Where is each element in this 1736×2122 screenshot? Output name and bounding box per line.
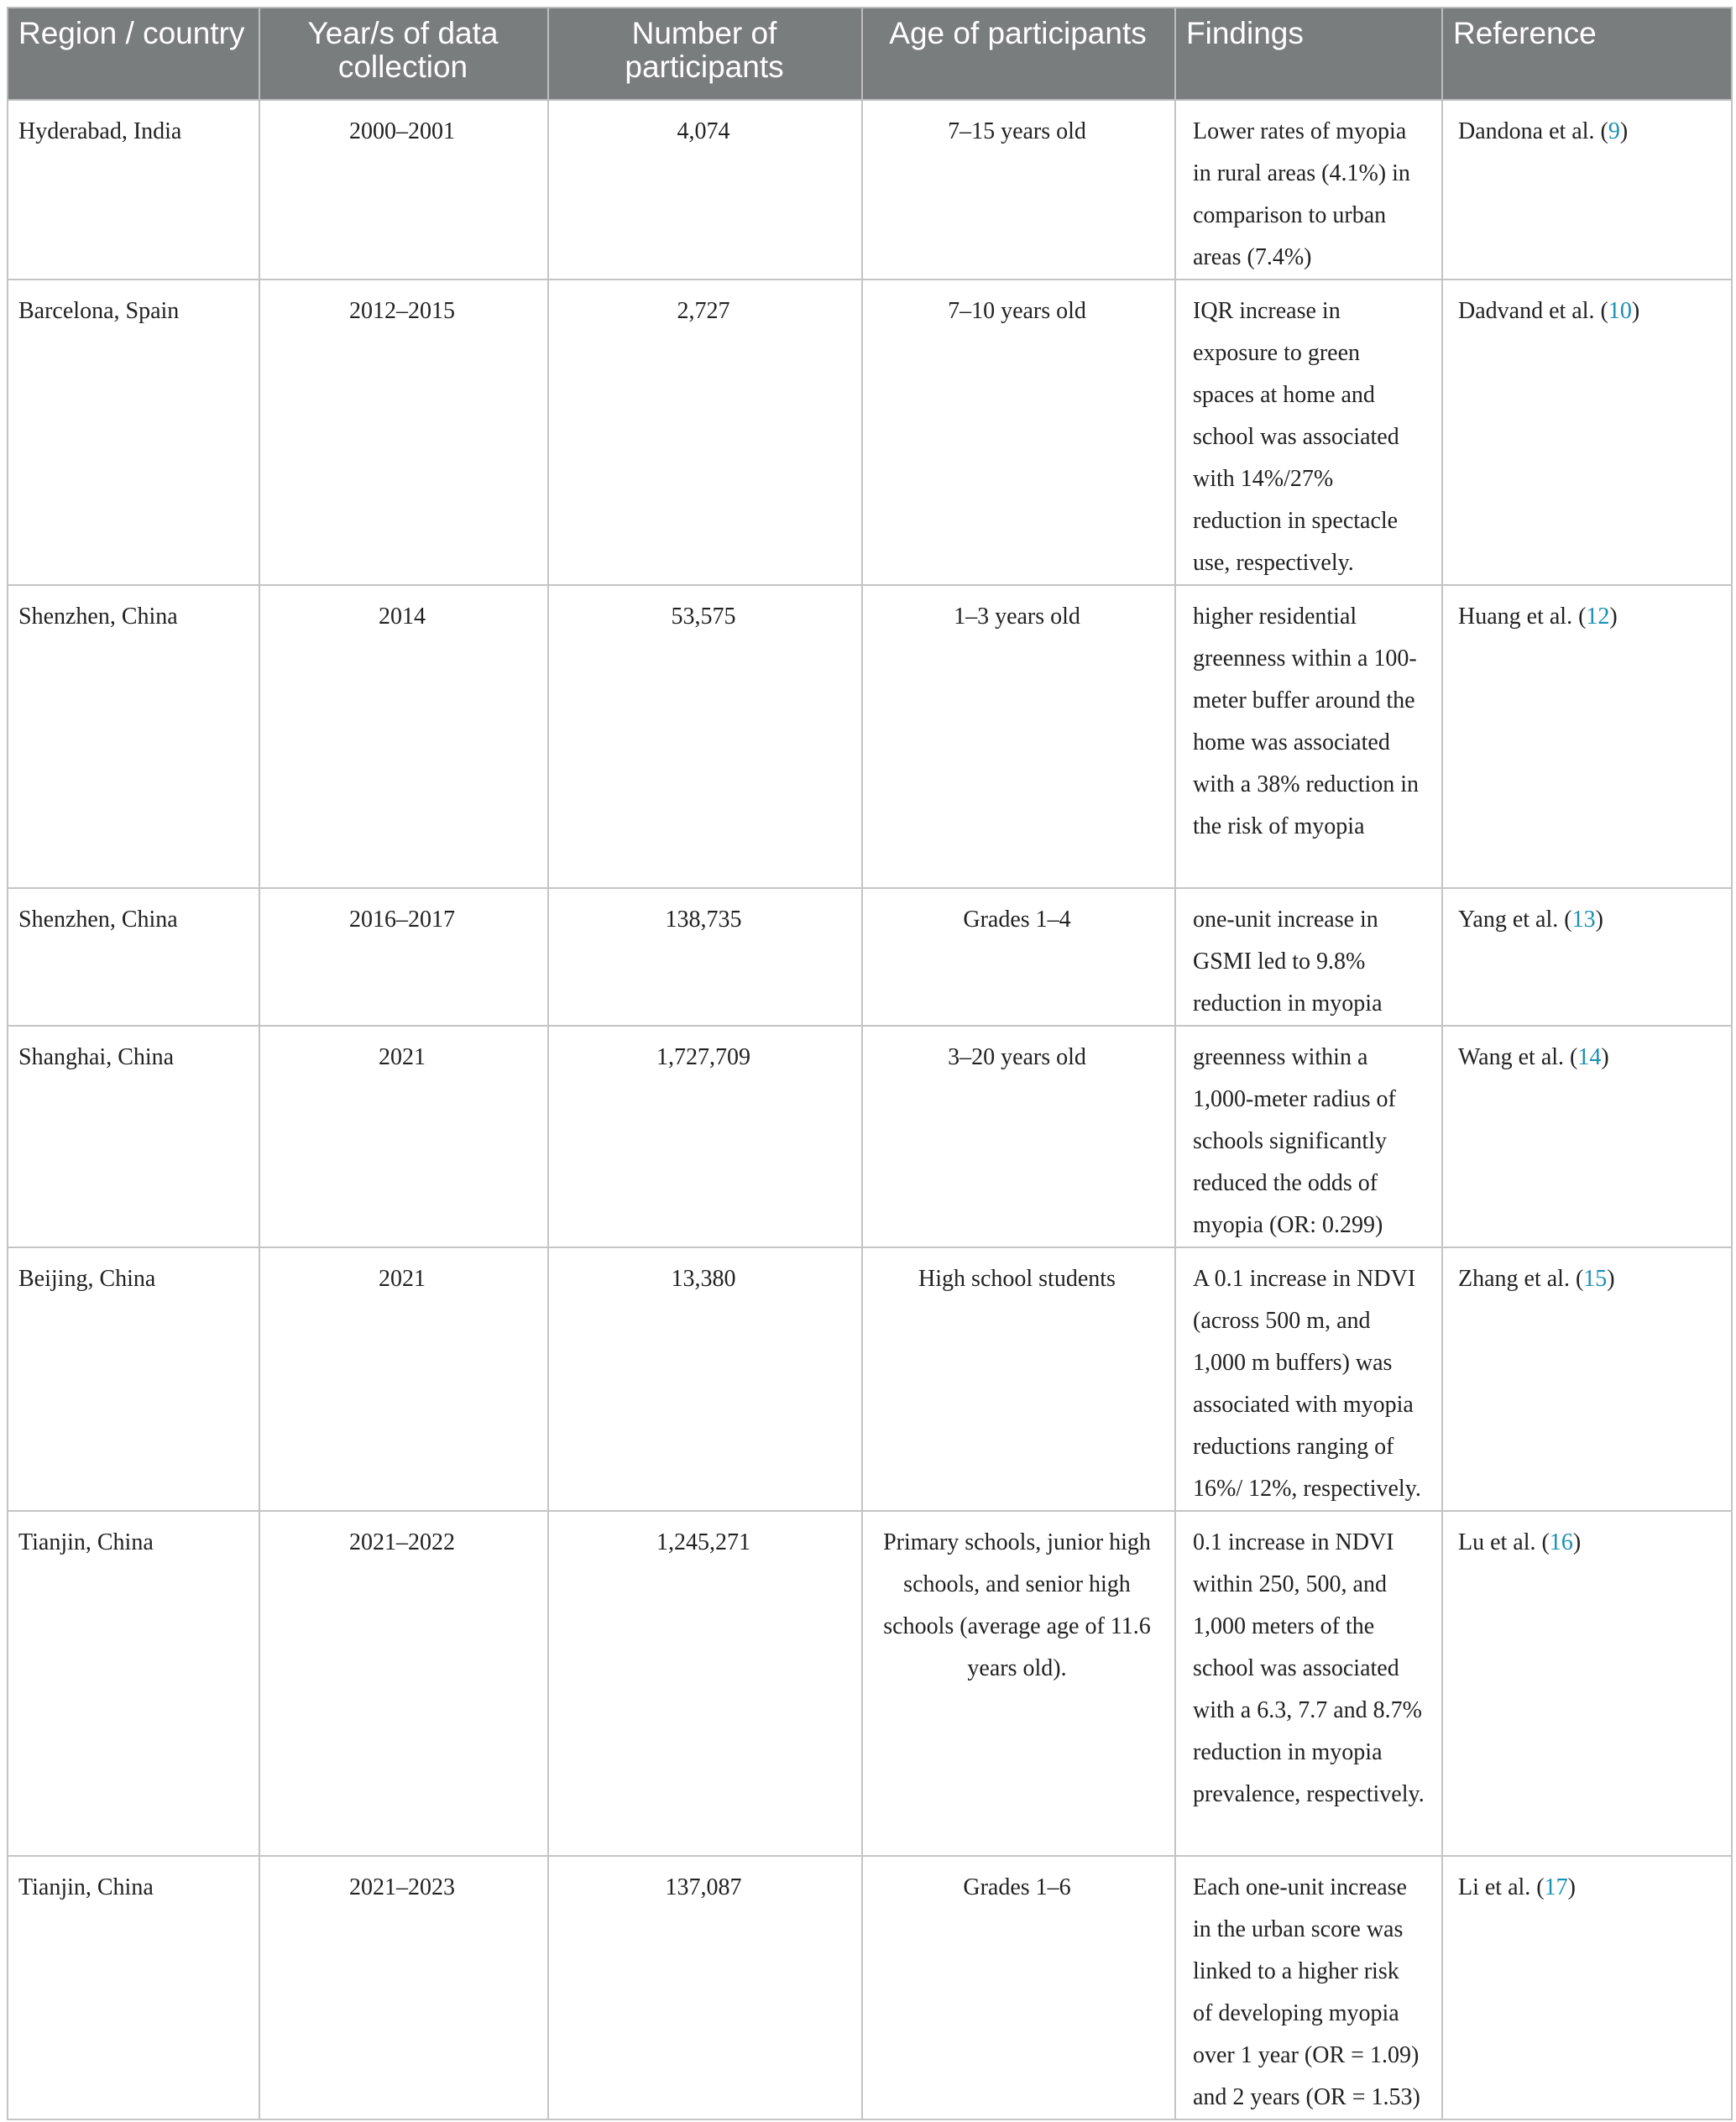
reference-author: Yang et al. <box>1458 907 1559 933</box>
cell-reference: Huang et al. (12) <box>1442 585 1732 888</box>
cell-participants: 2,727 <box>548 280 862 585</box>
cell-region: Barcelona, Spain <box>8 280 259 585</box>
reference-author: Wang et al. <box>1458 1044 1565 1070</box>
reference-author: Dandona et al. <box>1458 118 1595 144</box>
table-row <box>8 100 1732 280</box>
cell-reference: Wang et al. (14) <box>1442 1026 1732 1247</box>
cell-participants: 53,575 <box>548 585 862 888</box>
citation-link[interactable]: 9 <box>1608 118 1620 144</box>
cell-years: 2012–2015 <box>259 280 548 585</box>
cell-age: 7–10 years old <box>862 280 1175 585</box>
cell-findings: Lower rates of myopia in rural areas (4.1%) in comparison to urban areas (7.4%) <box>1175 100 1442 280</box>
table-row <box>8 585 1732 888</box>
cell-age: 7–15 years old <box>862 100 1175 280</box>
cell-region: Tianjin, China <box>8 1856 259 2119</box>
cell-age: Primary schools, junior high schools, and senior high schools (average age of 11.6 years old). <box>862 1511 1175 1856</box>
cell-findings: one-unit increase in GSMI led to 9.8% reduction in myopia <box>1175 888 1442 1026</box>
header-findings: Findings <box>1175 8 1442 100</box>
table-container <box>7 7 1736 2120</box>
citation-link[interactable]: 13 <box>1571 907 1596 933</box>
cell-reference: Li et al. (17) <box>1442 1856 1732 2119</box>
cell-findings: 0.1 increase in NDVI within 250, 500, and 1,000 meters of the school was associated with a 6.3, 7.7 and 8.7% reduction in myopia prevalence, respectively. <box>1175 1511 1442 1856</box>
citation-link[interactable]: 15 <box>1583 1266 1608 1292</box>
table-row <box>8 1026 1732 1247</box>
reference-author: Li et al. <box>1458 1874 1531 1900</box>
header-years: Year/s of data collection <box>259 8 548 100</box>
cell-findings: IQR increase in exposure to green spaces at home and school was associated with 14%/27% reduction in spectacle use, respectively. <box>1175 280 1442 585</box>
citation-link[interactable]: 16 <box>1549 1529 1573 1555</box>
cell-participants: 1,245,271 <box>548 1511 862 1856</box>
cell-reference: Lu et al. (16) <box>1442 1511 1732 1856</box>
header-age: Age of participants <box>862 8 1175 100</box>
cell-reference: Zhang et al. (15) <box>1442 1247 1732 1511</box>
cell-years: 2021–2022 <box>259 1511 548 1856</box>
cell-findings: greenness within a 1,000-meter radius of schools significantly reduced the odds of myopia (OR: 0.299) <box>1175 1026 1442 1247</box>
cell-participants: 137,087 <box>548 1856 862 2119</box>
cell-age: Grades 1–6 <box>862 1856 1175 2119</box>
cell-region: Shenzhen, China <box>8 585 259 888</box>
cell-years: 2021–2023 <box>259 1856 548 2119</box>
citation-link[interactable]: 17 <box>1544 1874 1568 1900</box>
cell-reference: Dadvand et al. (10) <box>1442 280 1732 585</box>
table-row <box>8 1856 1732 2119</box>
cell-years: 2000–2001 <box>259 100 548 280</box>
cell-region: Shenzhen, China <box>8 888 259 1026</box>
cell-participants: 138,735 <box>548 888 862 1026</box>
cell-participants: 1,727,709 <box>548 1026 862 1247</box>
cell-findings: Each one-unit increase in the urban score was linked to a higher risk of developing myopia over 1 year (OR = 1.09) and 2 years (OR = 1.53) <box>1175 1856 1442 2119</box>
citation-link[interactable]: 14 <box>1577 1044 1602 1070</box>
reference-author: Zhang et al. <box>1458 1266 1570 1292</box>
cell-years: 2021 <box>259 1247 548 1511</box>
reference-author: Huang et al. <box>1458 604 1573 630</box>
citation-link[interactable]: 12 <box>1586 604 1610 630</box>
cell-region: Hyderabad, India <box>8 100 259 280</box>
cell-years: 2016–2017 <box>259 888 548 1026</box>
table-body <box>8 100 1732 2119</box>
table-header <box>8 8 1732 100</box>
table-row <box>8 280 1732 585</box>
table-row <box>8 1247 1732 1511</box>
cell-participants: 13,380 <box>548 1247 862 1511</box>
cell-age: Grades 1–4 <box>862 888 1175 1026</box>
header-row <box>8 8 1732 100</box>
myopia-studies-table <box>7 7 1733 2120</box>
cell-findings: higher residential greenness within a 100-meter buffer around the home was associated with a 38% reduction in the risk of myopia <box>1175 585 1442 888</box>
header-region: Region / country <box>8 8 259 100</box>
table-row <box>8 1511 1732 1856</box>
cell-region: Beijing, China <box>8 1247 259 1511</box>
cell-age: High school students <box>862 1247 1175 1511</box>
cell-reference: Yang et al. (13) <box>1442 888 1732 1026</box>
header-reference: Reference <box>1442 8 1732 100</box>
cell-region: Shanghai, China <box>8 1026 259 1247</box>
cell-years: 2021 <box>259 1026 548 1247</box>
citation-link[interactable]: 10 <box>1608 298 1632 324</box>
reference-author: Dadvand et al. <box>1458 298 1595 324</box>
cell-findings: A 0.1 increase in NDVI (across 500 m, and 1,000 m buffers) was associated with myopia reductions ranging of 16%/ 12%, respectively. <box>1175 1247 1442 1511</box>
header-participants: Number of participants <box>548 8 862 100</box>
cell-reference: Dandona et al. (9) <box>1442 100 1732 280</box>
cell-participants: 4,074 <box>548 100 862 280</box>
cell-years: 2014 <box>259 585 548 888</box>
table-row <box>8 888 1732 1026</box>
cell-region: Tianjin, China <box>8 1511 259 1856</box>
cell-age: 1–3 years old <box>862 585 1175 888</box>
reference-author: Lu et al. <box>1458 1529 1536 1555</box>
cell-age: 3–20 years old <box>862 1026 1175 1247</box>
